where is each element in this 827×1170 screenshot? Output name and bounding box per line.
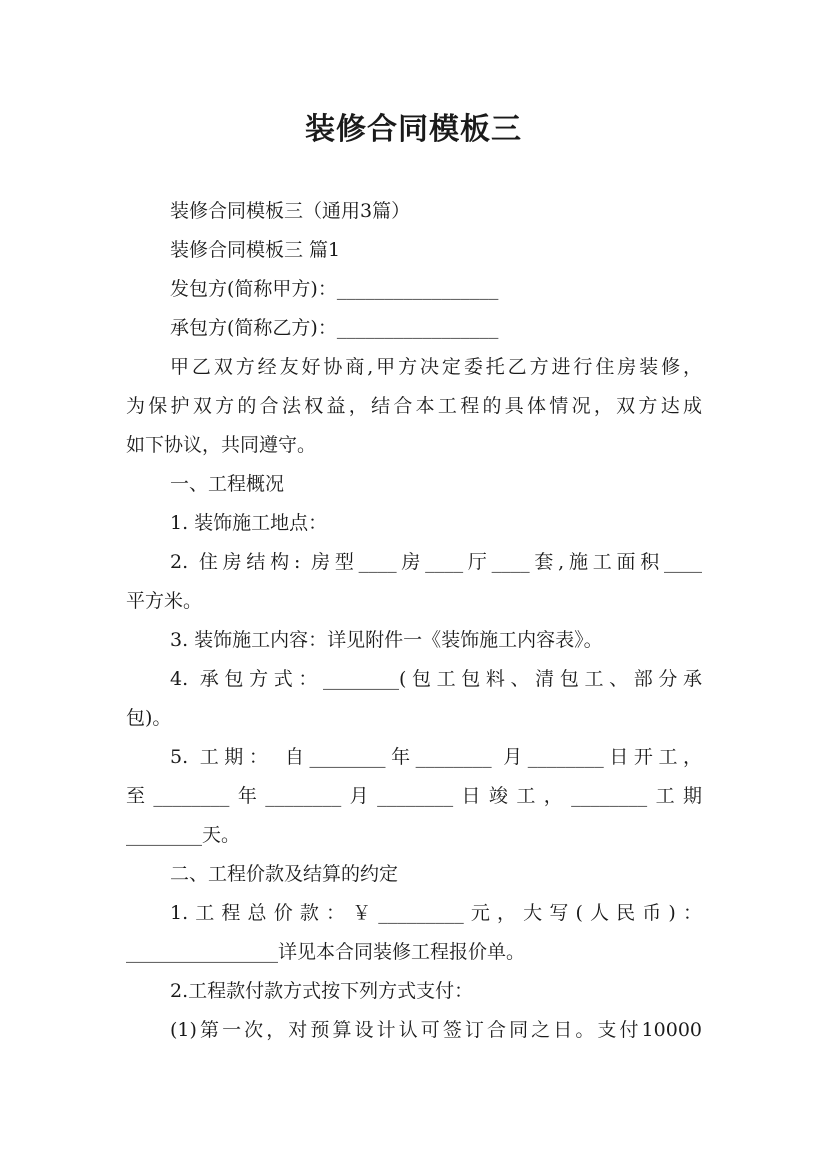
paragraph-line: 如下协议，共同遵守。 xyxy=(126,434,317,456)
party-a-line: 发包方(简称甲方)：_________________ xyxy=(170,278,499,300)
section-heading: 二、工程价款及结算的约定 xyxy=(170,863,399,885)
clause-line: ________天。 xyxy=(126,824,241,846)
section-heading: 装修合同模板三 篇1 xyxy=(170,239,341,261)
clause-line: 3. 装饰施工内容：详见附件一《装饰施工内容表》。 xyxy=(170,629,603,651)
clause-line: 1.工程总价款：￥_________元，大写(人民币)： xyxy=(170,902,702,924)
party-b-line: 承包方(简称乙方)：_________________ xyxy=(170,317,499,339)
paragraph-line: 为保护双方的合法权益，结合本工程的具体情况，双方达成 xyxy=(126,395,702,417)
section-heading: 一、工程概况 xyxy=(170,473,285,495)
clause-line: 至________年________月________日竣工，________工期 xyxy=(126,785,702,807)
clause-line: ________________详见本合同装修工程报价单。 xyxy=(126,941,526,963)
paragraph-line: 甲乙双方经友好协商,甲方决定委托乙方进行住房装修， xyxy=(170,356,702,378)
clause-line: (1)第一次，对预算设计认可签订合同之日。支付10000 xyxy=(170,1019,702,1041)
clause-line: 2.工程款付款方式按下列方式支付： xyxy=(170,980,474,1002)
clause-line: 平方米。 xyxy=(126,590,203,612)
clause-line: 1. 装饰施工地点： xyxy=(170,512,328,534)
clause-line: 5. 工期： 自________年________ 月________日开工， xyxy=(170,746,702,768)
clause-line: 2. 住房结构: 房型____房____厅____套,施工面积____ xyxy=(170,551,702,573)
clause-line: 4. 承包方式：________(包工包料、清包工、部分承 xyxy=(170,668,702,690)
clause-line: 包)。 xyxy=(126,707,172,729)
document-title: 装修合同模板三 xyxy=(305,112,522,147)
subtitle-line: 装修合同模板三（通用3篇） xyxy=(170,200,411,222)
